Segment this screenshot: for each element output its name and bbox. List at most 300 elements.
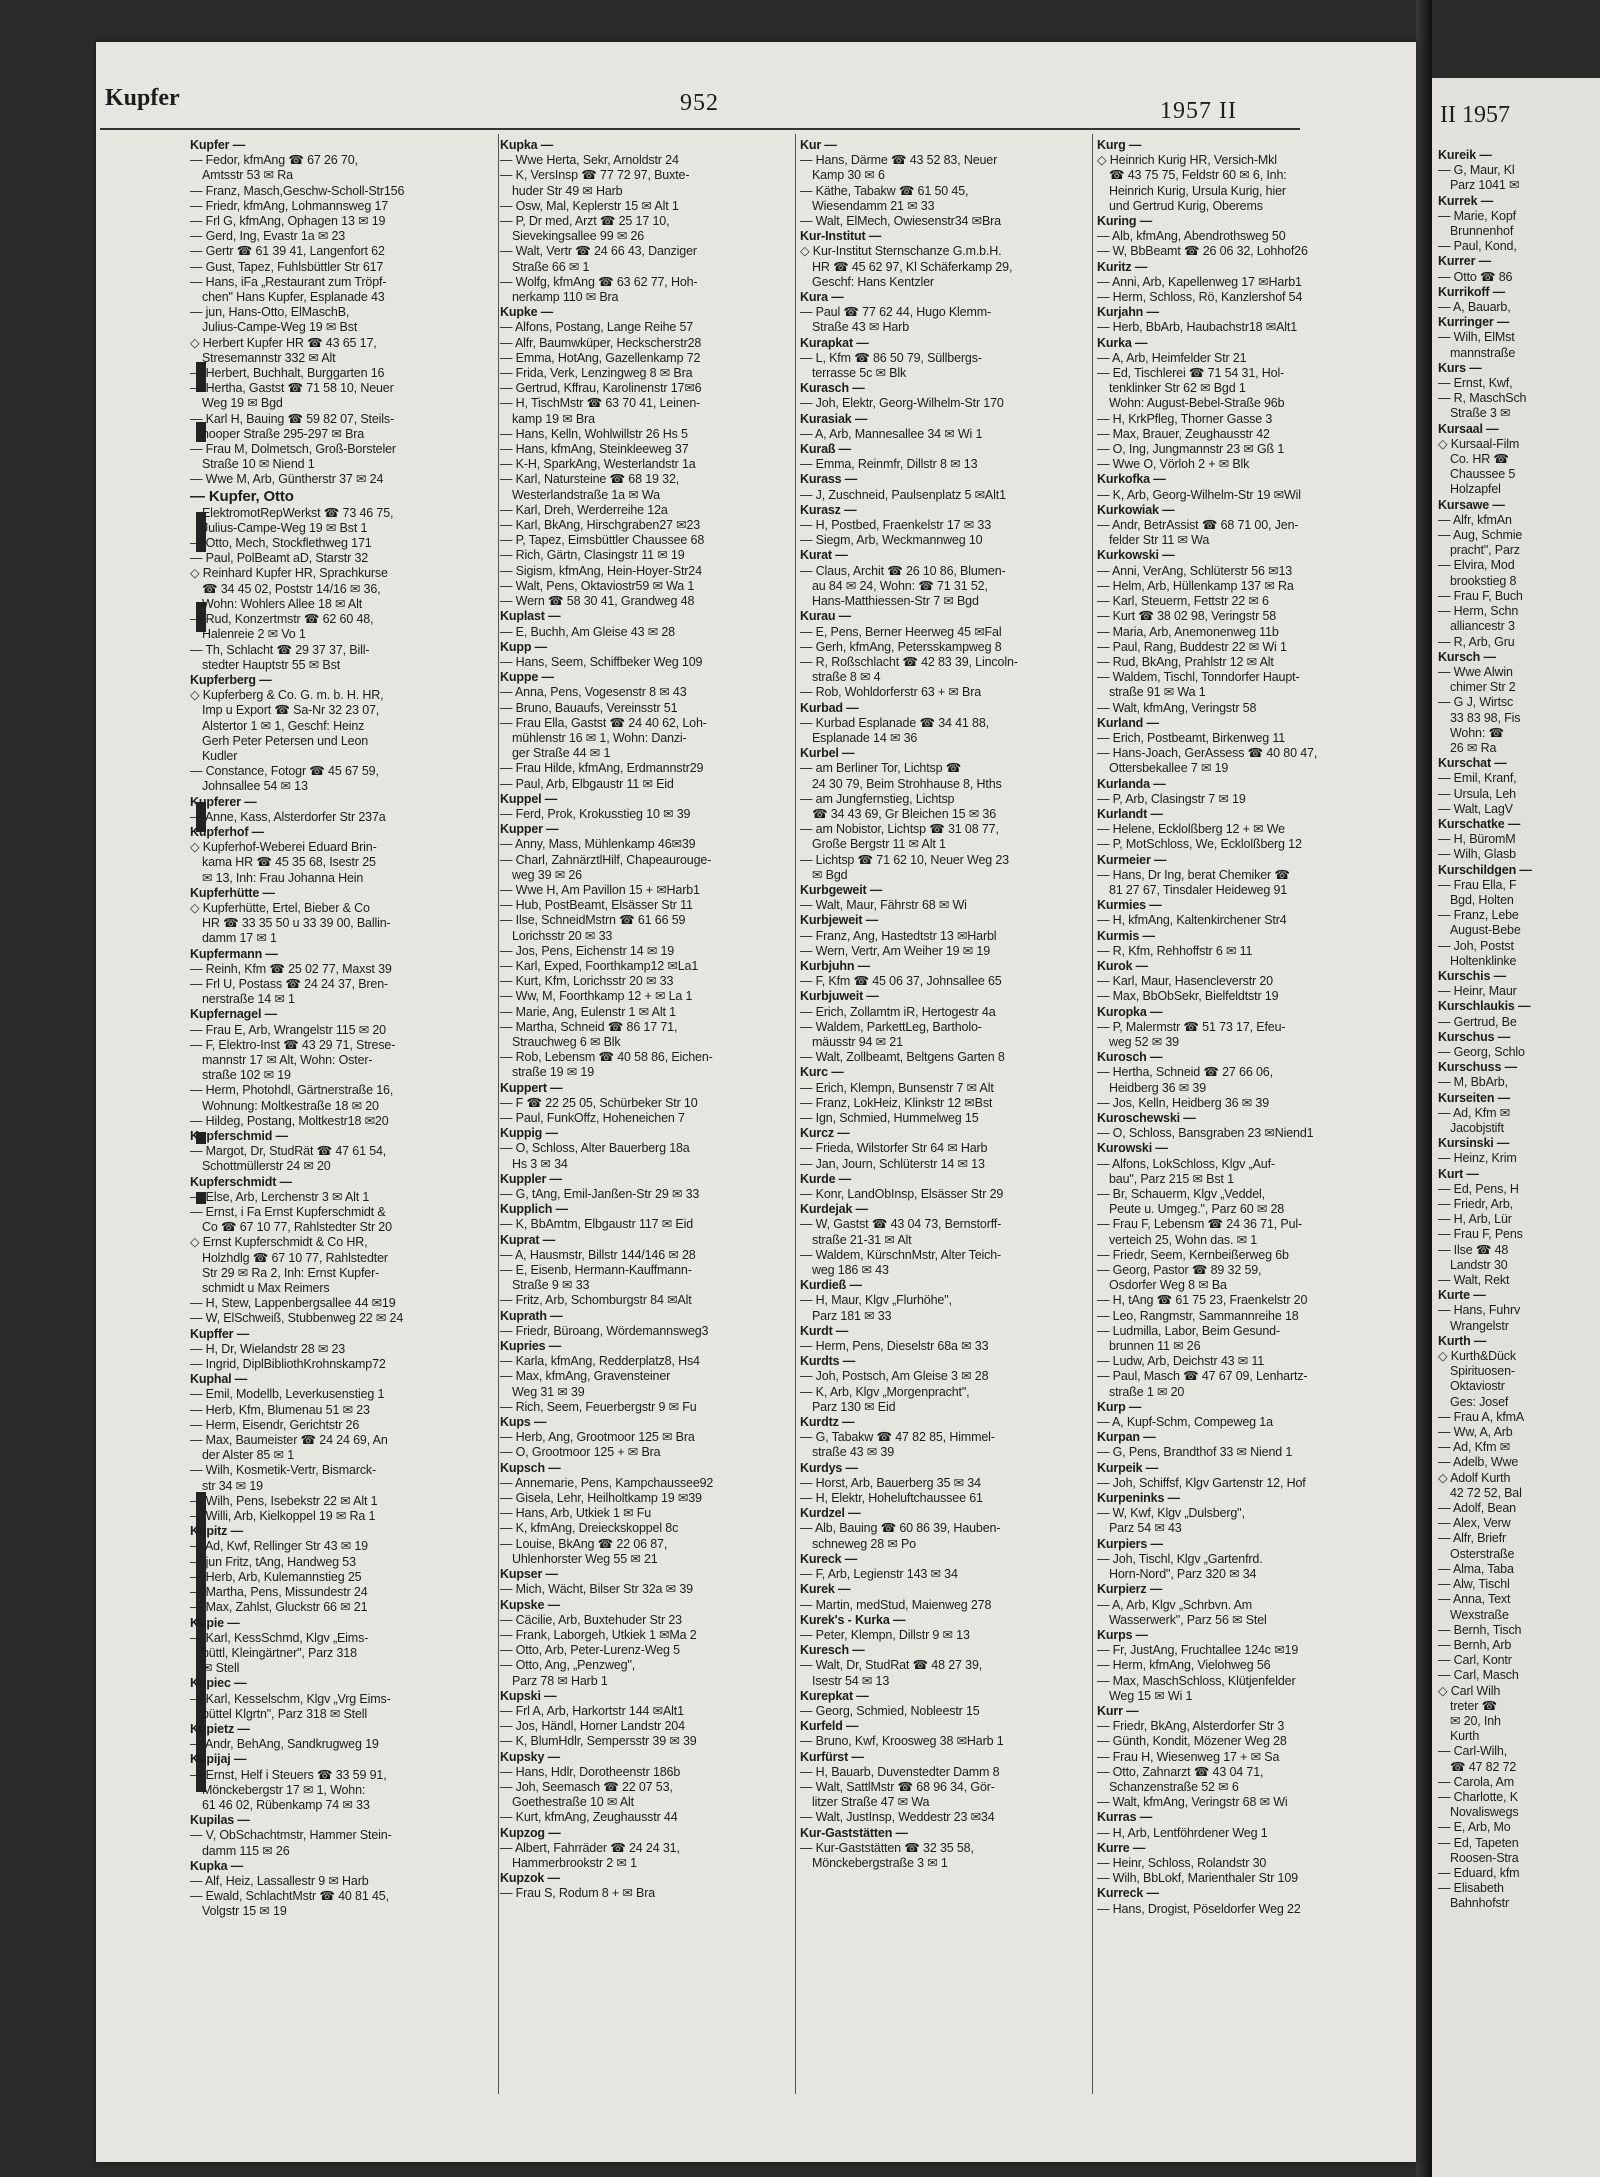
directory-entry-line: — Wwe O, Vörloh 2 + ✉ Blk xyxy=(1097,457,1250,472)
directory-entry-line: — Karl, Natursteine ☎ 68 19 32, xyxy=(500,472,680,487)
surname-heading: Kurras — xyxy=(1097,1810,1153,1825)
surname-heading: Kurschis — xyxy=(1438,968,1506,983)
adjacent-page-column xyxy=(1438,148,1600,1912)
directory-entry-line: — Annemarie, Pens, Kampchaussee92 xyxy=(500,1475,714,1490)
directory-entry-line: — Walt, ElMech, Owiesenstr34 ✉Bra xyxy=(800,214,1001,229)
surname-heading: Kurrer — xyxy=(1438,254,1491,269)
directory-entry-line: mühlenstr 16 ✉ 1, Wohn: Danzi- xyxy=(512,730,687,745)
directory-entry-line: — Günth, Kondit, Mözener Weg 28 xyxy=(1097,1734,1287,1749)
surname-heading: Kurka — xyxy=(1097,335,1148,350)
directory-entry-line: — am Nobistor, Lichtsp ☎ 31 08 77, xyxy=(800,822,999,837)
directory-entry-line: — Leo, Rangmstr, Sammannreihe 18 xyxy=(1097,1308,1299,1323)
surname-heading: Kurdzel — xyxy=(800,1506,861,1521)
directory-entry-line: — Wilh, BbLokf, Marienthaler Str 109 xyxy=(1097,1871,1298,1886)
directory-entry-line: — A, Bauarb, xyxy=(1438,300,1511,315)
directory-entry-line: ◇ Kur-Institut Sternschanze G.m.b.H. xyxy=(800,244,1002,259)
directory-entry-line: brookstieg 8 xyxy=(1450,573,1517,588)
directory-entry-line: — Anna, Pens, Vogesenstr 8 ✉ 43 xyxy=(500,685,687,700)
directory-entry-line: straße 1 ✉ 20 xyxy=(1109,1384,1185,1399)
directory-entry-line: — Willi, Arb, Kielkoppel 19 ✉ Ra 1 xyxy=(190,1509,376,1524)
directory-entry-line: — Gertr ☎ 61 39 41, Langenfort 62 xyxy=(190,244,385,259)
directory-entry-line: Wohn: Wohlers Allee 18 ✉ Alt xyxy=(202,596,363,611)
surname-heading: Kurat — xyxy=(800,548,848,563)
directory-entry-line: — Rich, Gärtn, Clasingstr 11 ✉ 19 xyxy=(500,548,685,563)
directory-entry-line: ✉ 20, Inh xyxy=(1450,1713,1501,1728)
surname-heading: Kurschlaukis — xyxy=(1438,999,1531,1014)
surname-heading: Kurth — xyxy=(1438,1333,1487,1348)
directory-entry-line: — Kurbad Esplanade ☎ 34 41 88, xyxy=(800,715,989,730)
directory-entry-line: — Elisabeth xyxy=(1438,1881,1504,1896)
directory-entry-line: — Frau Hilde, kfmAng, Erdmannstr29 xyxy=(500,761,704,776)
directory-entry-line: Julius-Campe-Weg 19 ✉ Bst xyxy=(202,320,358,335)
directory-entry-line: — Andr, BehAng, Sandkrugweg 19 xyxy=(190,1737,379,1752)
directory-entry-line: — Paul ☎ 77 62 44, Hugo Klemm- xyxy=(800,305,992,320)
directory-entry-line: — Hans, Hdlr, Dorotheenstr 186b xyxy=(500,1764,681,1779)
directory-entry-line: — Max, BbObSekr, Bielfeldtstr 19 xyxy=(1097,989,1279,1004)
directory-entry-line: — Karl, BkAng, Hirschgraben27 ✉23 xyxy=(500,518,701,533)
directory-entry-line: str 34 ✉ 19 xyxy=(202,1478,263,1493)
surname-heading: Kupke — xyxy=(500,305,554,320)
directory-entry-line: — Heinz, Krim xyxy=(1438,1151,1517,1166)
directory-entry-line: — Frank, Laborgeh, Utkiek 1 ✉Ma 2 xyxy=(500,1627,697,1642)
directory-entry-line: — Walt, JustInsp, Weddestr 23 ✉34 xyxy=(800,1810,995,1825)
surname-heading: Kurpiers — xyxy=(1097,1536,1163,1551)
directory-entry-line: — L, Kfm ☎ 86 50 79, Süllbergs- xyxy=(800,350,982,365)
directory-entry-line: damm 17 ✉ 1 xyxy=(202,931,277,946)
directory-entry-line: — Frau H, Wiesenweg 17 + ✉ Sa xyxy=(1097,1749,1280,1764)
surname-heading: Kuppe — xyxy=(500,670,554,685)
surname-heading: Kurlanda — xyxy=(1097,776,1166,791)
directory-entry-line: — Wern, Vertr, Am Weiher 19 ✉ 19 xyxy=(800,943,991,958)
directory-entry-line: — Albert, Fahrräder ☎ 24 24 31, xyxy=(500,1840,680,1855)
directory-entry-line: — H, Arb, Lür xyxy=(1438,1212,1512,1227)
directory-entry-line: — Franz, LokHeiz, Klinkstr 12 ✉Bst xyxy=(800,1095,993,1110)
adjacent-page-fragment xyxy=(1432,78,1600,2177)
surname-heading: Kurg — xyxy=(1097,138,1142,152)
directory-entry-line: — Walt, Vertr ☎ 24 66 43, Danziger xyxy=(500,244,697,259)
directory-entry-line: Kurth xyxy=(1450,1729,1480,1744)
directory-entry-line: Landstr 30 xyxy=(1450,1257,1508,1272)
directory-entry-line: — Frau S, Rodum 8 + ✉ Bra xyxy=(500,1886,656,1901)
surname-heading: Kupski — xyxy=(500,1688,557,1703)
directory-entry-line: — Wern ☎ 58 30 41, Grandweg 48 xyxy=(500,594,695,609)
directory-entry-line: verteich 25, Wohn das. ✉ 1 xyxy=(1109,1232,1258,1247)
directory-entry-line: — P, MotSchloss, We, Ecklolßberg 12 xyxy=(1097,837,1302,852)
directory-entry-line: Straße 9 ✉ 33 xyxy=(512,1278,590,1293)
directory-entry-line: — K-H, SparkAng, Westerlandstr 1a xyxy=(500,457,696,472)
directory-entry-line: — Gisela, Lehr, Heilholtkamp 19 ✉39 xyxy=(500,1491,702,1506)
directory-column-2 xyxy=(500,138,792,1902)
directory-entry-line: — Walt, LagV xyxy=(1438,801,1513,816)
page-header-year: 1957 II xyxy=(1160,98,1237,124)
directory-entry-line: — Gust, Tapez, Fuhlsbüttler Str 617 xyxy=(190,259,384,274)
surname-heading: Kupferhof — xyxy=(190,824,265,839)
column-divider xyxy=(498,134,499,2094)
directory-entry-line: ◇ Heinrich Kurig HR, Versich-Mkl xyxy=(1097,153,1277,168)
directory-entry-line: — Alfons, LokSchloss, Klgv „Auf- xyxy=(1097,1156,1275,1171)
directory-entry-line: — E, Pens, Berner Heerweg 45 ✉Fal xyxy=(800,624,1002,639)
surname-heading: Kuritz — xyxy=(1097,259,1148,274)
directory-entry-line: Schottmüllerstr 24 ✉ 20 xyxy=(202,1159,331,1174)
directory-entry-line: Kudler xyxy=(202,748,238,763)
directory-entry-line: — Hans, Seem, Schiffbeker Weg 109 xyxy=(500,654,703,669)
directory-entry-line: — Reinh, Kfm ☎ 25 02 77, Maxst 39 xyxy=(190,961,392,976)
directory-entry-line: — Ewald, SchlachtMstr ☎ 40 81 45, xyxy=(190,1889,389,1904)
directory-entry-line: — Gertrud, Kffrau, Karolinenstr 17✉6 xyxy=(500,381,702,396)
directory-entry-line: Wohn: August-Bebel-Straße 96b xyxy=(1109,396,1285,411)
directory-entry-line: — Max, Baumeister ☎ 24 24 69, An xyxy=(190,1433,388,1448)
directory-entry-line: Weg 15 ✉ Wi 1 xyxy=(1109,1688,1193,1703)
directory-entry-line: — Ursula, Leh xyxy=(1438,786,1516,801)
surname-heading: Kurpan — xyxy=(1097,1430,1156,1445)
directory-entry-line: — F ☎ 22 25 05, Schürbeker Str 10 xyxy=(500,1095,698,1110)
directory-entry-line: — Alw, Tischl xyxy=(1438,1577,1510,1592)
surname-heading: Kupser — xyxy=(500,1567,558,1582)
directory-entry-line: — Herbert, Buchhalt, Burggarten 16 xyxy=(190,366,385,381)
directory-entry-line: Wrangelstr xyxy=(1450,1318,1509,1333)
surname-heading: Kupfer — xyxy=(190,138,246,152)
directory-entry-line: straße 102 ✉ 19 xyxy=(202,1068,291,1083)
surname-heading: Kuppel — xyxy=(500,791,558,806)
directory-entry-line: — Karl, Dreh, Werderreihe 12a xyxy=(500,502,668,517)
surname-heading: Kursawe — xyxy=(1438,497,1505,512)
directory-entry-line: — Wilh, Pens, Isebekstr 22 ✉ Alt 1 xyxy=(190,1493,378,1508)
directory-entry-line: — Frau F, Buch xyxy=(1438,588,1523,603)
directory-entry-line: — K, VersInsp ☎ 77 72 97, Buxte- xyxy=(500,168,690,183)
directory-entry-line: ◇ Herbert Kupfer HR ☎ 43 65 17, xyxy=(190,335,377,350)
surname-heading: Kupske — xyxy=(500,1597,560,1612)
directory-entry-line: — Andr, BetrAssist ☎ 68 71 00, Jen- xyxy=(1097,518,1299,533)
surname-heading: Kurschuss — xyxy=(1438,1060,1517,1075)
directory-entry-line: chen" Hans Kupfer, Esplanade 43 xyxy=(202,290,385,305)
directory-entry-line: — G, Maur, Kl xyxy=(1438,163,1515,178)
directory-entry-line: — Emma, HotAng, Gazellenkamp 72 xyxy=(500,350,701,365)
surname-heading: Kureck — xyxy=(800,1551,858,1566)
directory-entry-line: — H, TischMstr ☎ 63 70 41, Leinen- xyxy=(500,396,701,411)
surname-heading: Kurasz — xyxy=(800,502,857,517)
surname-heading: Kurowski — xyxy=(1097,1141,1168,1156)
directory-entry-line: — Alb, kfmAng, Abendrothsweg 50 xyxy=(1097,229,1286,244)
directory-entry-line: straße 91 ✉ Wa 1 xyxy=(1109,685,1206,700)
surname-heading: Kurschus — xyxy=(1438,1029,1511,1044)
header-rule xyxy=(100,128,1300,130)
surname-heading: Kurschildgen — xyxy=(1438,862,1532,877)
directory-entry-line: — Frau A, kfmA xyxy=(1438,1409,1525,1424)
directory-entry-line: — Helm, Arb, Hüllenkamp 137 ✉ Ra xyxy=(1097,578,1294,593)
directory-entry-line: weg 52 ✉ 39 xyxy=(1109,1034,1179,1049)
directory-entry-line: Straße 10 ✉ Niend 1 xyxy=(202,457,315,472)
directory-entry-line: — M, BbArb, xyxy=(1438,1075,1508,1090)
directory-entry-line: — Karl, KessSchmd, Klgv „Eims- xyxy=(190,1630,369,1645)
directory-entry-line: August-Bebe xyxy=(1450,923,1521,938)
directory-entry-line: — H, Stew, Lappenbergsallee 44 ✉19 xyxy=(190,1296,396,1311)
directory-entry-line: — A, Hausmstr, Billstr 144/146 ✉ 28 xyxy=(500,1247,696,1262)
directory-entry-line: Kamp 30 ✉ 6 xyxy=(812,168,885,183)
directory-entry-line: — Frau F, Pens xyxy=(1438,1227,1523,1242)
directory-entry-line: Volgstr 15 ✉ 19 xyxy=(202,1904,287,1919)
directory-entry-line: — P, Dr med, Arzt ☎ 25 17 10, xyxy=(500,214,670,229)
directory-entry-line: — Th, Schlacht ☎ 29 37 37, Bill- xyxy=(190,642,370,657)
directory-entry-line: — Käthe, Tabakw ☎ 61 50 45, xyxy=(800,183,969,198)
directory-entry-line: — Charlotte, K xyxy=(1438,1789,1518,1804)
directory-entry-line: Große Bergstr 11 ✉ Alt 1 xyxy=(812,837,946,852)
directory-entry-line: alliancestr 3 xyxy=(1450,619,1515,634)
directory-entry-line: — H, Arb, Lentföhrdener Weg 1 xyxy=(1097,1825,1268,1840)
directory-entry-line: Julius-Campe-Weg 19 ✉ Bst 1 xyxy=(202,520,368,535)
directory-entry-line: HR ☎ 45 62 97, Kl Schäferkamp 29, xyxy=(812,259,1013,274)
directory-entry-line: — W, Kwf, Klgv „Dulsberg", xyxy=(1097,1506,1245,1521)
directory-entry-line: — Wilh, Glasb xyxy=(1438,847,1516,862)
surname-heading: Kurkofka — xyxy=(1097,472,1166,487)
directory-entry-line: Holtenklinke xyxy=(1450,953,1517,968)
surname-heading: Kurcz — xyxy=(800,1126,850,1141)
surname-heading: Kupilas — xyxy=(190,1813,250,1828)
directory-entry-line: Holzhdlg ☎ 67 10 77, Rahlstedter xyxy=(202,1250,388,1265)
directory-entry-line: — R, Kfm, Rehhoffstr 6 ✉ 11 xyxy=(1097,943,1253,958)
directory-entry-line: — P, Malermstr ☎ 51 73 17, Efeu- xyxy=(1097,1019,1286,1034)
directory-entry-line: — Karl, Exped, Foorthkamp12 ✉La1 xyxy=(500,958,699,973)
directory-entry-line: — F, Arb, Legienstr 143 ✉ 34 xyxy=(800,1567,958,1582)
directory-entry-line: Horn-Nord", Parz 320 ✉ 34 xyxy=(1109,1567,1257,1582)
directory-entry-line: Sievekingsallee 99 ✉ 26 xyxy=(512,229,645,244)
directory-entry-line: — H, tAng ☎ 61 75 23, Fraenkelstr 20 xyxy=(1097,1293,1308,1308)
directory-entry-line: Geschf: Hans Kentzler xyxy=(812,274,934,289)
surname-heading: Kups — xyxy=(500,1415,547,1430)
directory-entry-line: — Ed, Pens, H xyxy=(1438,1181,1519,1196)
surname-heading: Kupferhütte — xyxy=(190,885,275,900)
directory-entry-line: — Ww, M, Foorthkamp 12 + ✉ La 1 xyxy=(500,989,693,1004)
directory-entry-line: — Ad, Kfm ✉ xyxy=(1438,1440,1511,1455)
directory-entry-line: — Karl H, Bauing ☎ 59 82 07, Steils- xyxy=(190,411,395,426)
directory-entry-line: au 84 ✉ 24, Wohn: ☎ 71 31 52, xyxy=(812,578,988,593)
surname-heading: Kupietz — xyxy=(190,1721,250,1736)
directory-entry-line: Ottersbekallee 7 ✉ 19 xyxy=(1109,761,1229,776)
directory-entry-line: — Adolf, Bean xyxy=(1438,1501,1516,1516)
directory-entry-line: — Max, Brauer, Zeughausstr 42 xyxy=(1097,426,1270,441)
directory-entry-line: — Eduard, kfm xyxy=(1438,1865,1520,1880)
page-number: 952 xyxy=(680,90,719,116)
directory-entry-line: Gerh Peter Petersen und Leon xyxy=(202,733,369,748)
surname-heading: Kurringer — xyxy=(1438,315,1510,330)
directory-entry-line: — Otto, Arb, Peter-Lurenz-Weg 5 xyxy=(500,1643,680,1658)
directory-entry-line: — Br, Schauerm, Klgv „Veddel, xyxy=(1097,1187,1265,1202)
directory-entry-line: Roosen-Stra xyxy=(1450,1850,1519,1865)
directory-entry-line: — A, Arb, Heimfelder Str 21 xyxy=(1097,350,1247,365)
directory-entry-line: ◇ Kursaal-Film xyxy=(1438,436,1520,451)
surname-heading: Kurre — xyxy=(1097,1840,1146,1855)
directory-entry-line: — jun, Hans-Otto, ElMaschB, xyxy=(190,305,350,320)
directory-entry-line: — am Berliner Tor, Lichtsp ☎ xyxy=(800,761,962,776)
directory-entry-line: — Rud, Konzertmstr ☎ 62 60 48, xyxy=(190,612,374,627)
directory-entry-line: stedter Hauptstr 55 ✉ Bst xyxy=(202,657,341,672)
directory-entry-line: Schanzenstraße 52 ✉ 6 xyxy=(1109,1779,1239,1794)
directory-entry-line: — Max, MaschSchloss, Klütjenfelder xyxy=(1097,1673,1296,1688)
surname-heading: Kurepkat — xyxy=(800,1688,869,1703)
directory-entry-line: — Frl U, Postass ☎ 24 24 37, Bren- xyxy=(190,976,389,991)
directory-entry-line: straße 19 ✉ 19 xyxy=(512,1065,595,1080)
directory-entry-line: — Ed, Tapeten xyxy=(1438,1835,1519,1850)
directory-entry-line: — Paul, Kond, xyxy=(1438,239,1517,254)
surname-heading: Kupplich — xyxy=(500,1202,568,1217)
directory-entry-line: nerkamp 110 ✉ Bra xyxy=(512,290,619,305)
directory-entry-line: — Alex, Verw xyxy=(1438,1516,1511,1531)
surname-heading: Kurau — xyxy=(800,609,852,624)
directory-entry-line: ◇ Reinhard Kupfer HR, Sprachkurse xyxy=(190,566,388,581)
surname-heading: Kupferschmidt — xyxy=(190,1174,292,1189)
directory-entry-line: — Sigism, kfmAng, Hein-Hoyer-Str24 xyxy=(500,563,702,578)
directory-entry-line: — Kurt, Kfm, Lorichsstr 20 ✉ 33 xyxy=(500,974,674,989)
directory-entry-line: — Ernst, i Fa Ernst Kupferschmidt & xyxy=(190,1205,386,1220)
surname-heading: Kuprath — xyxy=(500,1308,563,1323)
surname-heading: Kurps — xyxy=(1097,1627,1149,1642)
surname-heading: Kura — xyxy=(800,290,844,305)
directory-entry-line: — Ww, A, Arb xyxy=(1438,1425,1513,1440)
directory-entry-line: — Hans, Dr Ing, berat Chemiker ☎ xyxy=(1097,867,1290,882)
directory-entry-line: — jun Fritz, tAng, Handweg 53 xyxy=(190,1554,356,1569)
directory-entry-line: Spirituosen- xyxy=(1450,1364,1515,1379)
directory-entry-line: — Erich, Postbeamt, Birkenweg 11 xyxy=(1097,730,1286,745)
directory-entry-line: — Frau Ella, F xyxy=(1438,877,1517,892)
directory-entry-line: — Ign, Schmied, Hummelweg 15 xyxy=(800,1111,979,1125)
directory-entry-line: Osterstraße xyxy=(1450,1546,1515,1561)
directory-entry-line: — Wilh, Kosmetik-Vertr, Bismarck- xyxy=(190,1463,377,1478)
directory-entry-line: Peute u. Umgeg.", Parz 60 ✉ 28 xyxy=(1109,1202,1285,1217)
directory-entry-line: — Joh, Postst xyxy=(1438,938,1514,953)
directory-entry-line: ✉ Stell xyxy=(202,1661,240,1676)
directory-entry-line: — Frida, Verk, Lenzingweg 8 ✉ Bra xyxy=(500,366,693,381)
directory-entry-line: — Frau F, Lebensm ☎ 24 36 71, Pul- xyxy=(1097,1217,1303,1232)
surname-heading: Kurpierz — xyxy=(1097,1582,1163,1597)
surname-heading: Kurek's - Kurka — xyxy=(800,1612,906,1627)
directory-entry-line: — Erich, Klempn, Bunsenstr 7 ✉ Alt xyxy=(800,1080,994,1095)
surname-heading: Kuring — xyxy=(1097,214,1153,229)
directory-entry-line: — Friedr, Arb, xyxy=(1438,1197,1514,1212)
directory-entry-line: — H, Bauarb, Duvenstedter Damm 8 xyxy=(800,1764,1000,1779)
surname-heading: Kureik — xyxy=(1438,148,1492,162)
directory-entry-line: — Walt, Dr, StudRat ☎ 48 27 39, xyxy=(800,1658,983,1673)
directory-entry-line: — Ernst, Kwf, xyxy=(1438,376,1513,391)
directory-entry-line: — G, tAng, Emil-Janßen-Str 29 ✉ 33 xyxy=(500,1187,700,1202)
directory-entry-line: ◇ Ernst Kupferschmidt & Co HR, xyxy=(190,1235,368,1250)
surname-heading: Kursch — xyxy=(1438,649,1496,664)
surname-heading: Kurjahn — xyxy=(1097,305,1159,320)
surname-heading: Kurdts — xyxy=(800,1354,856,1369)
directory-entry-line: — Gertrud, Be xyxy=(1438,1014,1517,1029)
directory-entry-line: — Peter, Klempn, Dillstr 9 ✉ 13 xyxy=(800,1627,970,1642)
directory-entry-line: — Gerd, Ing, Evastr 1a ✉ 23 xyxy=(190,229,346,244)
directory-entry-line: — Franz, Lebe xyxy=(1438,908,1519,923)
directory-entry-line: — Georg, Pastor ☎ 89 32 59, xyxy=(1097,1263,1262,1278)
directory-entry-line: Parz 181 ✉ 33 xyxy=(812,1308,892,1323)
directory-entry-line: — Bruno, Kwf, Kroosweg 38 ✉Harb 1 xyxy=(800,1734,1004,1749)
directory-entry-line: mäusstr 94 ✉ 21 xyxy=(812,1034,903,1049)
directory-entry-line: — G, Pens, Brandthof 33 ✉ Niend 1 xyxy=(1097,1445,1293,1460)
directory-entry-line: — Kupfer, Otto xyxy=(190,487,294,505)
directory-entry-line: — Marie, Ang, Eulenstr 1 ✉ Alt 1 xyxy=(500,1004,676,1019)
directory-entry-line: Parz 130 ✉ Eid xyxy=(812,1399,896,1414)
directory-entry-line: — Hans, Fuhrv xyxy=(1438,1303,1521,1318)
surname-heading: Kurde — xyxy=(800,1171,852,1186)
directory-entry-line: Chaussee 5 xyxy=(1450,467,1516,482)
directory-entry-line: — Herm, Eisendr, Gerichtstr 26 xyxy=(190,1417,360,1432)
directory-entry-line: HR ☎ 33 35 50 u 33 39 00, Ballin- xyxy=(202,916,391,931)
directory-entry-line: 61 46 02, Rübenkamp 74 ✉ 33 xyxy=(202,1797,370,1812)
directory-entry-line: — Friedr, Seem, Kernbeißerweg 6b xyxy=(1097,1247,1289,1262)
directory-entry-line: — Ad, Kfm ✉ xyxy=(1438,1105,1511,1120)
surname-heading: Kurschatke — xyxy=(1438,816,1521,831)
directory-entry-line: Alstertor 1 ✉ 1, Geschf: Heinz xyxy=(202,718,365,733)
directory-entry-line: — R, MaschSch xyxy=(1438,391,1527,406)
directory-entry-line: Oktaviostr xyxy=(1450,1379,1505,1394)
directory-entry-line: Wohnung: Moltkestraße 18 ✉ 20 xyxy=(202,1098,379,1113)
surname-heading: Kurosch — xyxy=(1097,1050,1163,1065)
directory-entry-line: tenklinker Str 62 ✉ Bgd 1 xyxy=(1109,381,1246,396)
surname-heading: Kuplast — xyxy=(500,609,561,624)
directory-entry-line: — Martha, Schneid ☎ 86 17 71, xyxy=(500,1019,678,1034)
directory-entry-line: straße 8 ✉ 4 xyxy=(812,670,881,685)
surname-heading: Kupp — xyxy=(500,639,548,654)
directory-entry-line: — Ludw, Arb, Deichstr 43 ✉ 11 xyxy=(1097,1354,1265,1369)
surname-heading: Kur-Gaststätten — xyxy=(800,1825,908,1840)
directory-entry-line: — G, Tabakw ☎ 47 82 85, Himmel- xyxy=(800,1430,995,1445)
directory-entry-line: weg 39 ✉ 26 xyxy=(512,867,582,882)
directory-entry-line: — E, Buchh, Am Gleise 43 ✉ 28 xyxy=(500,624,675,639)
directory-entry-line: — Jan, Journ, Schlüterstr 14 ✉ 13 xyxy=(800,1156,985,1171)
surname-heading: Kurmeier — xyxy=(1097,852,1167,867)
directory-entry-line: — Konr, LandObInsp, Elsässer Str 29 xyxy=(800,1187,1004,1202)
directory-entry-line: — Claus, Archit ☎ 26 10 86, Blumen- xyxy=(800,563,1006,578)
directory-entry-line: — H, BüromM xyxy=(1438,832,1516,847)
surname-heading: Kupie — xyxy=(190,1615,240,1630)
directory-entry-line: der Alster 85 ✉ 1 xyxy=(202,1448,294,1463)
surname-heading: Kurdt — xyxy=(800,1323,849,1338)
directory-entry-line: ger Straße 44 ✉ 1 xyxy=(512,746,611,761)
directory-entry-line: — K, kfmAng, Dreieckskoppel 8c xyxy=(500,1521,679,1536)
directory-entry-line: Osdorfer Weg 8 ✉ Ba xyxy=(1109,1278,1227,1293)
directory-entry-line: ✉ 13, Inh: Frau Johanna Hein xyxy=(202,870,364,885)
directory-entry-line: — Bernh, Tisch xyxy=(1438,1622,1522,1637)
surname-heading: Kupzok — xyxy=(500,1871,560,1886)
directory-entry-line: Str 29 ✉ Ra 2, Inh: Ernst Kupfer- xyxy=(202,1265,380,1280)
directory-entry-line: — Frieda, Wilstorfer Str 64 ✉ Harb xyxy=(800,1141,988,1156)
directory-entry-line: brunnen 11 ✉ 26 xyxy=(1109,1339,1201,1354)
directory-entry-line: — Otto, Mech, Stockflethweg 171 xyxy=(190,536,372,551)
directory-entry-line: chimer Str 2 xyxy=(1450,680,1516,695)
directory-entry-line: — Carola, Am xyxy=(1438,1774,1515,1789)
directory-entry-line: — Joh, Seemasch ☎ 22 07 53, xyxy=(500,1779,673,1794)
directory-entry-line: — Walt, Pens, Oktaviostr59 ✉ Wa 1 xyxy=(500,578,695,593)
surname-heading: Kurschat — xyxy=(1438,756,1507,771)
directory-entry-line: pracht", Parz xyxy=(1450,543,1520,558)
directory-entry-line: — Horst, Arb, Bauerberg 35 ✉ 34 xyxy=(800,1475,981,1490)
surname-heading: Kupka — xyxy=(190,1858,244,1873)
directory-entry-line: Wohn: ☎ xyxy=(1450,725,1504,740)
directory-entry-line: — H, Maur, Klgv „Flurhöhe", xyxy=(800,1293,952,1308)
directory-entry-line: 26 ✉ Ra xyxy=(1450,740,1497,755)
directory-entry-line: — Emma, Reinmfr, Dillstr 8 ✉ 13 xyxy=(800,457,978,472)
surname-heading: Kupka — xyxy=(500,138,554,152)
surname-heading: Kurt — xyxy=(1438,1166,1479,1181)
directory-entry-line: — Constance, Fotogr ☎ 45 67 59, xyxy=(190,764,379,779)
directory-entry-line: — Wolfg, kfmAng ☎ 63 62 77, Hoh- xyxy=(500,274,698,289)
directory-entry-line: — Heinr, Maur xyxy=(1438,984,1517,999)
directory-entry-line: Bgd, Holten xyxy=(1450,892,1514,907)
directory-entry-line: — Georg, Schlo xyxy=(1438,1044,1525,1059)
directory-entry-line: Westerlandstraße 1a ✉ Wa xyxy=(512,487,660,502)
directory-entry-line: — Ernst, Helf i Steuers ☎ 33 59 91, xyxy=(190,1767,387,1782)
directory-entry-line: ◇ Kupferhütte, Ertel, Bieber & Co xyxy=(190,900,370,915)
directory-entry-line: — Ludmilla, Labor, Beim Gesund- xyxy=(1097,1323,1280,1338)
